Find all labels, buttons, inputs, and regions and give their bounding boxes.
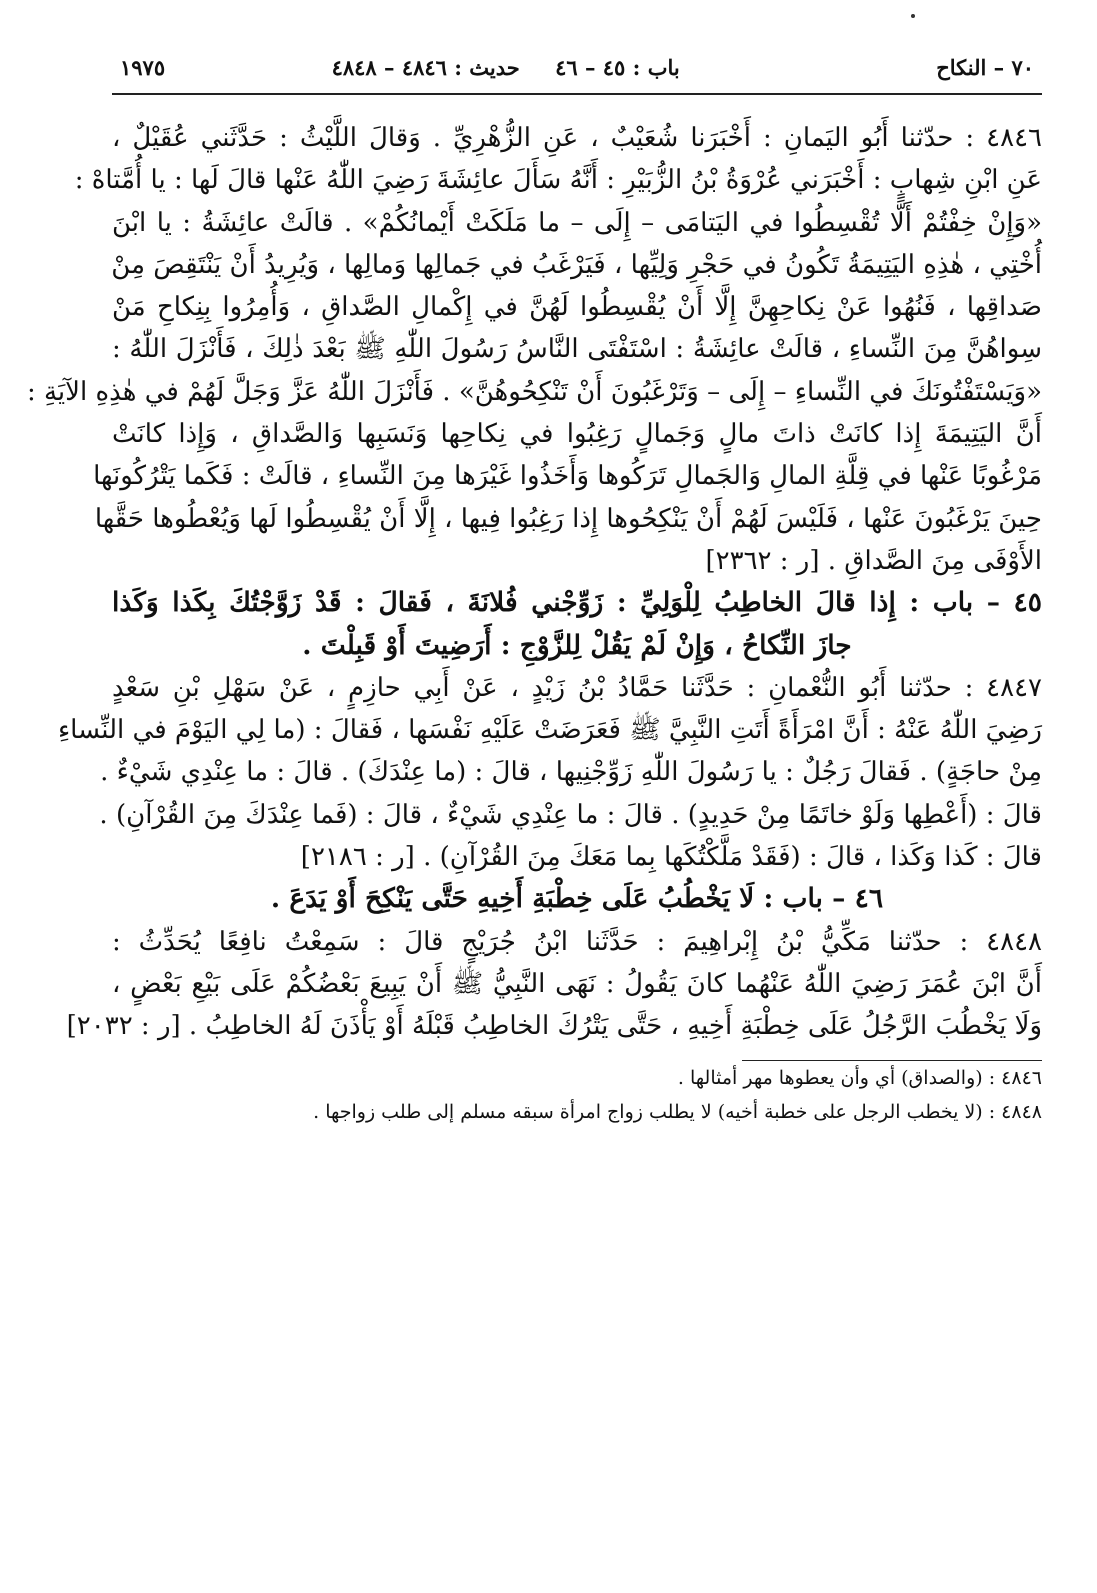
- text-line: أُخْتِي ، هٰذِهِ اليَتِيمَةُ تَكُونُ في حَجْرِ وَلِيِّها ، فَيَرْغَبُ في جَمالِها وَمالِها ، وَيُرِيدُ أَنْ يَنْتَقِصَ مِنْ: [111, 249, 1042, 280]
- text-line: «وَيَسْتَفْتُونَكَ في النِّساءِ – إِلَى – وَتَرْغَبُونَ أَنْ تَنْكِحُوهُنَّ» . فَأَنْزَلَ اللّٰهُ عَزَّ وَجَلَّ لَهُمْ في هٰذِهِ الآيَةِ :: [26, 376, 1042, 407]
- text-line: عَنِ ابْنِ شِهابٍ : أَخْبَرَني عُرْوَةُ بْنُ الزُّبَيْرِ : أَنَّهُ سَأَلَ عائِشَةَ رَضِيَ اللّٰهُ عَنْها قالَ لَها : يا أُمَّتاهْ :: [74, 165, 1042, 196]
- header-references: [165, 55, 936, 80]
- bab-46-heading: ٤٦ – باب : لَا يَخْطُبُ عَلَى خِطْبَةِ أَخِيهِ حَتَّى يَنْكِحَ أَوْ يَدَعَ .: [270, 883, 884, 915]
- text-line: رَضِيَ اللّٰهُ عَنْهُ : أَنَّ امْرَأَةً أَتَتِ النَّبِيَّ ﷺ فَعَرَضَتْ عَلَيْهِ نَفْسَها ، فَقالَ : (ما لِي اليَوْمَ في النِّساءِ: [57, 715, 1042, 746]
- text-line: أَنَّ ابْنَ عُمَرَ رَضِيَ اللّٰهُ عَنْهُما كانَ يَقُولُ : نَهَى النَّبِيُّ ﷺ أَنْ يَبِيعَ بَعْضُكُمْ عَلَى بَيْعِ بَعْضٍ ،: [112, 968, 1042, 999]
- text-line: ٤٨٤٧ : حدّثنا أَبُو النُّعْمانِ : حَدَّثَنا حَمَّادُ بْنُ زَيْدٍ ، عَنْ أَبِي حازِمٍ ، عَنْ سَهْلِ بْنِ سَعْدٍ: [112, 672, 1042, 703]
- hadith-4848: [66, 921, 1042, 1048]
- text-line: وَلَا يَخْطُبَ الرَّجُلُ عَلَى خِطْبَةِ أَخِيهِ ، حَتَّى يَتْرُكَ الخاطِبُ قَبْلَهُ أَوْ يَأْذَنَ لَهُ الخاطِبُ . [ر : ٢٠٣٢]: [66, 1011, 1042, 1042]
- heading-line: ٤٥ – باب : إِذا قالَ الخاطِبُ لِلْوَلِيِّ : زَوِّجْني فُلانَةَ ، فَقالَ : قَدْ زَوَّجْتُكَ بِكَذا وَكَذا: [112, 587, 1042, 619]
- text-line: قالَ : كَذا وَكَذا ، قالَ : (فَقَدْ مَلَّكْتُكَها بِما مَعَكَ مِنَ القُرْآنِ) . [ر : ٢١٨٦]: [300, 842, 1042, 873]
- hadith-range: حديث : ٤٨٤٦ – ٤٨٤٨: [331, 55, 520, 80]
- footnotes: [112, 1060, 1042, 1129]
- text-line: أَنَّ اليَتِيمَةَ إِذا كانَتْ ذاتَ مالٍ وَجَمالٍ رَغِبُوا في نِكاحِها وَنَسَبِها وَالصَّداقِ ، وَإِذا كانَتْ: [112, 419, 1042, 450]
- bab-45-heading: [112, 582, 1042, 667]
- hadith-4847: [57, 667, 1042, 878]
- text-line: الأَوْفَى مِنَ الصَّداقِ . [ر : ٢٣٦٢]: [705, 545, 1042, 576]
- hadith-4846: [26, 117, 1042, 582]
- running-header: [112, 55, 1042, 95]
- text-line: «وَإِنْ خِفْتُمْ أَلَّا تُقْسِطُوا في اليَتامَى – إِلَى – ما مَلَكَتْ أَيْمانُكُمْ» . قالَتْ عائِشَةُ : يا ابْنَ: [112, 207, 1042, 238]
- footnote: ٤٨٤٦ : (والصداق) أي وأن يعطوها مهر أمثالها .: [677, 1066, 1042, 1089]
- text-line: ٤٨٤٨ : حدّثنا مَكِّيُّ بْنُ إِبْراهِيمَ : حَدَّثَنا ابْنُ جُرَيْجٍ قالَ : سَمِعْتُ نافِعًا يُحَدِّثُ :: [112, 926, 1042, 957]
- footnote: ٤٨٤٨ : (لا يخطب الرجل على خطبة أخيه) لا يطلب زواج امرأة سبقه مسلم إلى طلب زواجها .: [313, 1100, 1042, 1123]
- page-number: ١٩٧٥: [120, 55, 166, 80]
- text-line: قالَ : (أَعْطِها وَلَوْ خاتَمًا مِنْ حَدِيدٍ) . قالَ : ما عِنْدِي شَيْءٌ ، قالَ : (فَما عِنْدَكَ مِنَ القُرْآنِ) .: [99, 799, 1042, 830]
- text-line: سِواهُنَّ مِنَ النِّساءِ ، قالَتْ عائِشَةُ : اسْتَفْتَى النَّاسُ رَسُولَ اللّٰهِ ﷺ بَعْدَ ذٰلِكَ ، فَأَنْزَلَ اللّٰهُ :: [112, 334, 1042, 365]
- book-page: [26, 55, 1042, 1129]
- heading-line: جازَ النِّكاحُ ، وَإِنْ لَمْ يَقُلْ لِلزَّوْجِ : أَرَضِيتَ أَوْ قَبِلْتَ .: [302, 629, 852, 661]
- text-line: مِنْ حاجَةٍ) . فَقالَ رَجُلٌ : يا رَسُولَ اللّٰهِ زَوِّجْنِيها ، قالَ : (ما عِنْدَكَ) . قالَ : ما عِنْدِي شَيْءٌ .: [100, 757, 1042, 788]
- text-line: ٤٨٤٦ : حدّثنا أَبُو اليَمانِ : أَخْبَرَنا شُعَيْبٌ ، عَنِ الزُّهْرِيِّ . وَقالَ اللَّيْثُ : حَدَّثَني عُقَيْلٌ ،: [112, 123, 1042, 153]
- text-line: حِينَ يَرْغَبُونَ عَنْها ، فَلَيْسَ لَهُمْ أَنْ يَنْكِحُوها إِذا رَغِبُوا فِيها ، إِلَّا أَنْ يُقْسِطُوا لَها وَيُعْطُوها حَقَّها: [94, 503, 1042, 534]
- text-line: مَرْغُوبًا عَنْها في قِلَّةِ المالِ وَالجَمالِ تَرَكُوها وَأَخَذُوا غَيْرَها مِنَ النِّساءِ ، قالَتْ : فَكَما يَتْرُكُونَها: [93, 461, 1042, 492]
- chapter-title: ٧٠ – النكاح: [936, 55, 1034, 80]
- text-line: صَداقِها ، فَنُهُوا عَنْ نِكاحِهِنَّ إِلَّا أَنْ يُقْسِطُوا لَهُنَّ في إِكْمالِ الصَّداقِ ، وَأُمِرُوا بِنِكاحِ مَنْ: [112, 292, 1042, 323]
- page-speck: [911, 14, 915, 18]
- bab-range: باب : ٤٥ – ٤٦: [555, 55, 680, 80]
- main-text: [26, 117, 1042, 1048]
